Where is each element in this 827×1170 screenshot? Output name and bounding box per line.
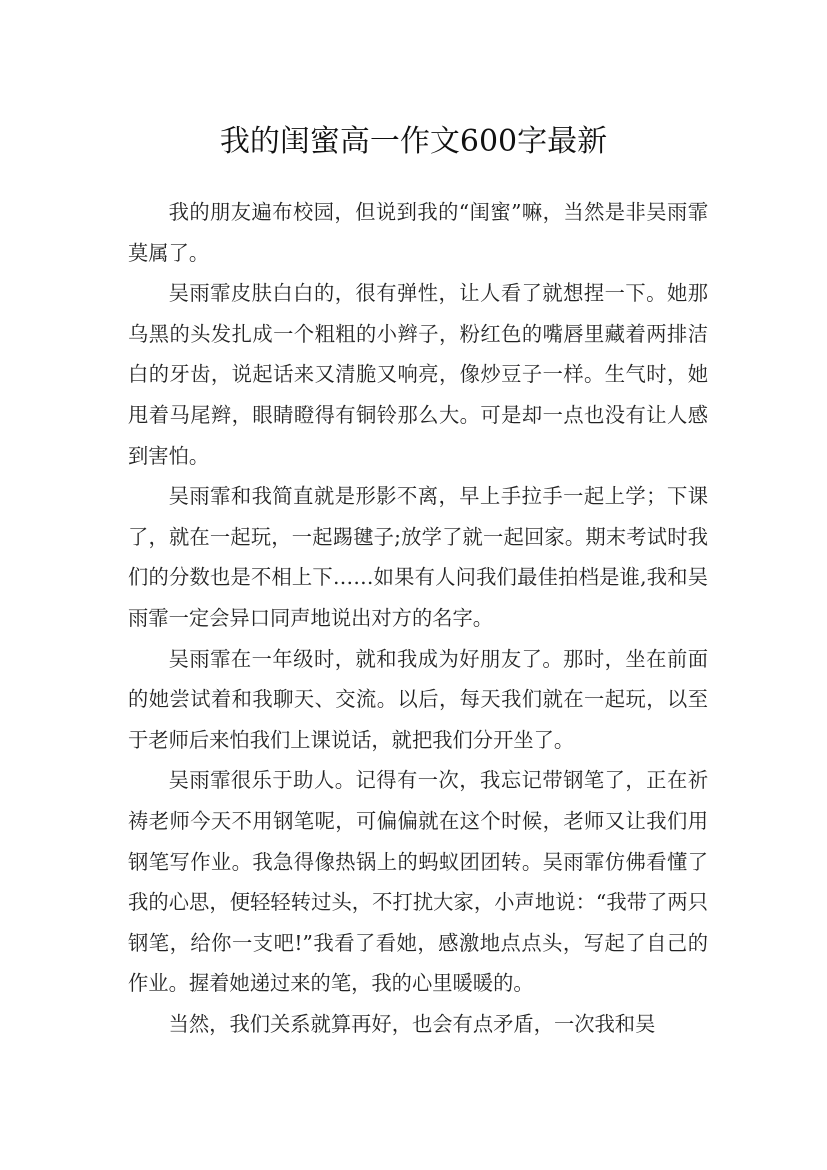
paragraph-4: 吴雨霏在一年级时，就和我成为好朋友了。那时，坐在前面的她尝试着和我聊天、交流。以后，每天我们就在一起玩，以至于老师后来怕我们上课说话，就把我们分开坐了。 [128,646,708,752]
paragraph-1: 我的朋友遍布校园，但说到我的“闺蜜”嘛，当然是非吴雨霏莫属了。 [128,200,708,265]
document-title: 我的闺蜜高一作文600字最新 [219,124,608,160]
paragraph-6: 当然，我们关系就算再好，也会有点矛盾，一次我和吴 [168,1011,656,1036]
paragraph-2: 吴雨霏皮肤白白的，很有弹性，让人看了就想捏一下。她那乌黑的头发扎成一个粗粗的小辫子，粉红色的嘴唇里藏着两排洁白的牙齿，说起话来又清脆又响亮，像炒豆子一样。生气时，她甩着马尾辫，眼睛瞪得有铜铃那么大。可是却一点也没有让人感到害怕。 [128,281,708,468]
paragraph-5: 吴雨霏很乐于助人。记得有一次，我忘记带钢笔了，正在祈祷老师今天不用钢笔呢，可偏偏就在这个时候，老师又让我们用钢笔写作业。我急得像热锅上的蚂蚁团团转。吴雨霏仿佛看懂了我的心思，便轻轻转过头，不打扰大家，小声地说：“我带了两只钢笔，给你一支吧!”我看了看她，感激地点点头，写起了自己的作业。握着她递过来的笔，我的心里暖暖的。 [128,768,708,996]
document-body [128,192,708,1044]
paragraph-3: 吴雨霏和我简直就是形影不离，早上手拉手一起上学；下课了，就在一起玩，一起踢毽子;放学了就一起回家。期末考试时我们的分数也是不相上下……如果有人问我们最佳拍档是谁,我和吴雨霏一定会异口同声地说出对方的名字。 [128,484,708,630]
